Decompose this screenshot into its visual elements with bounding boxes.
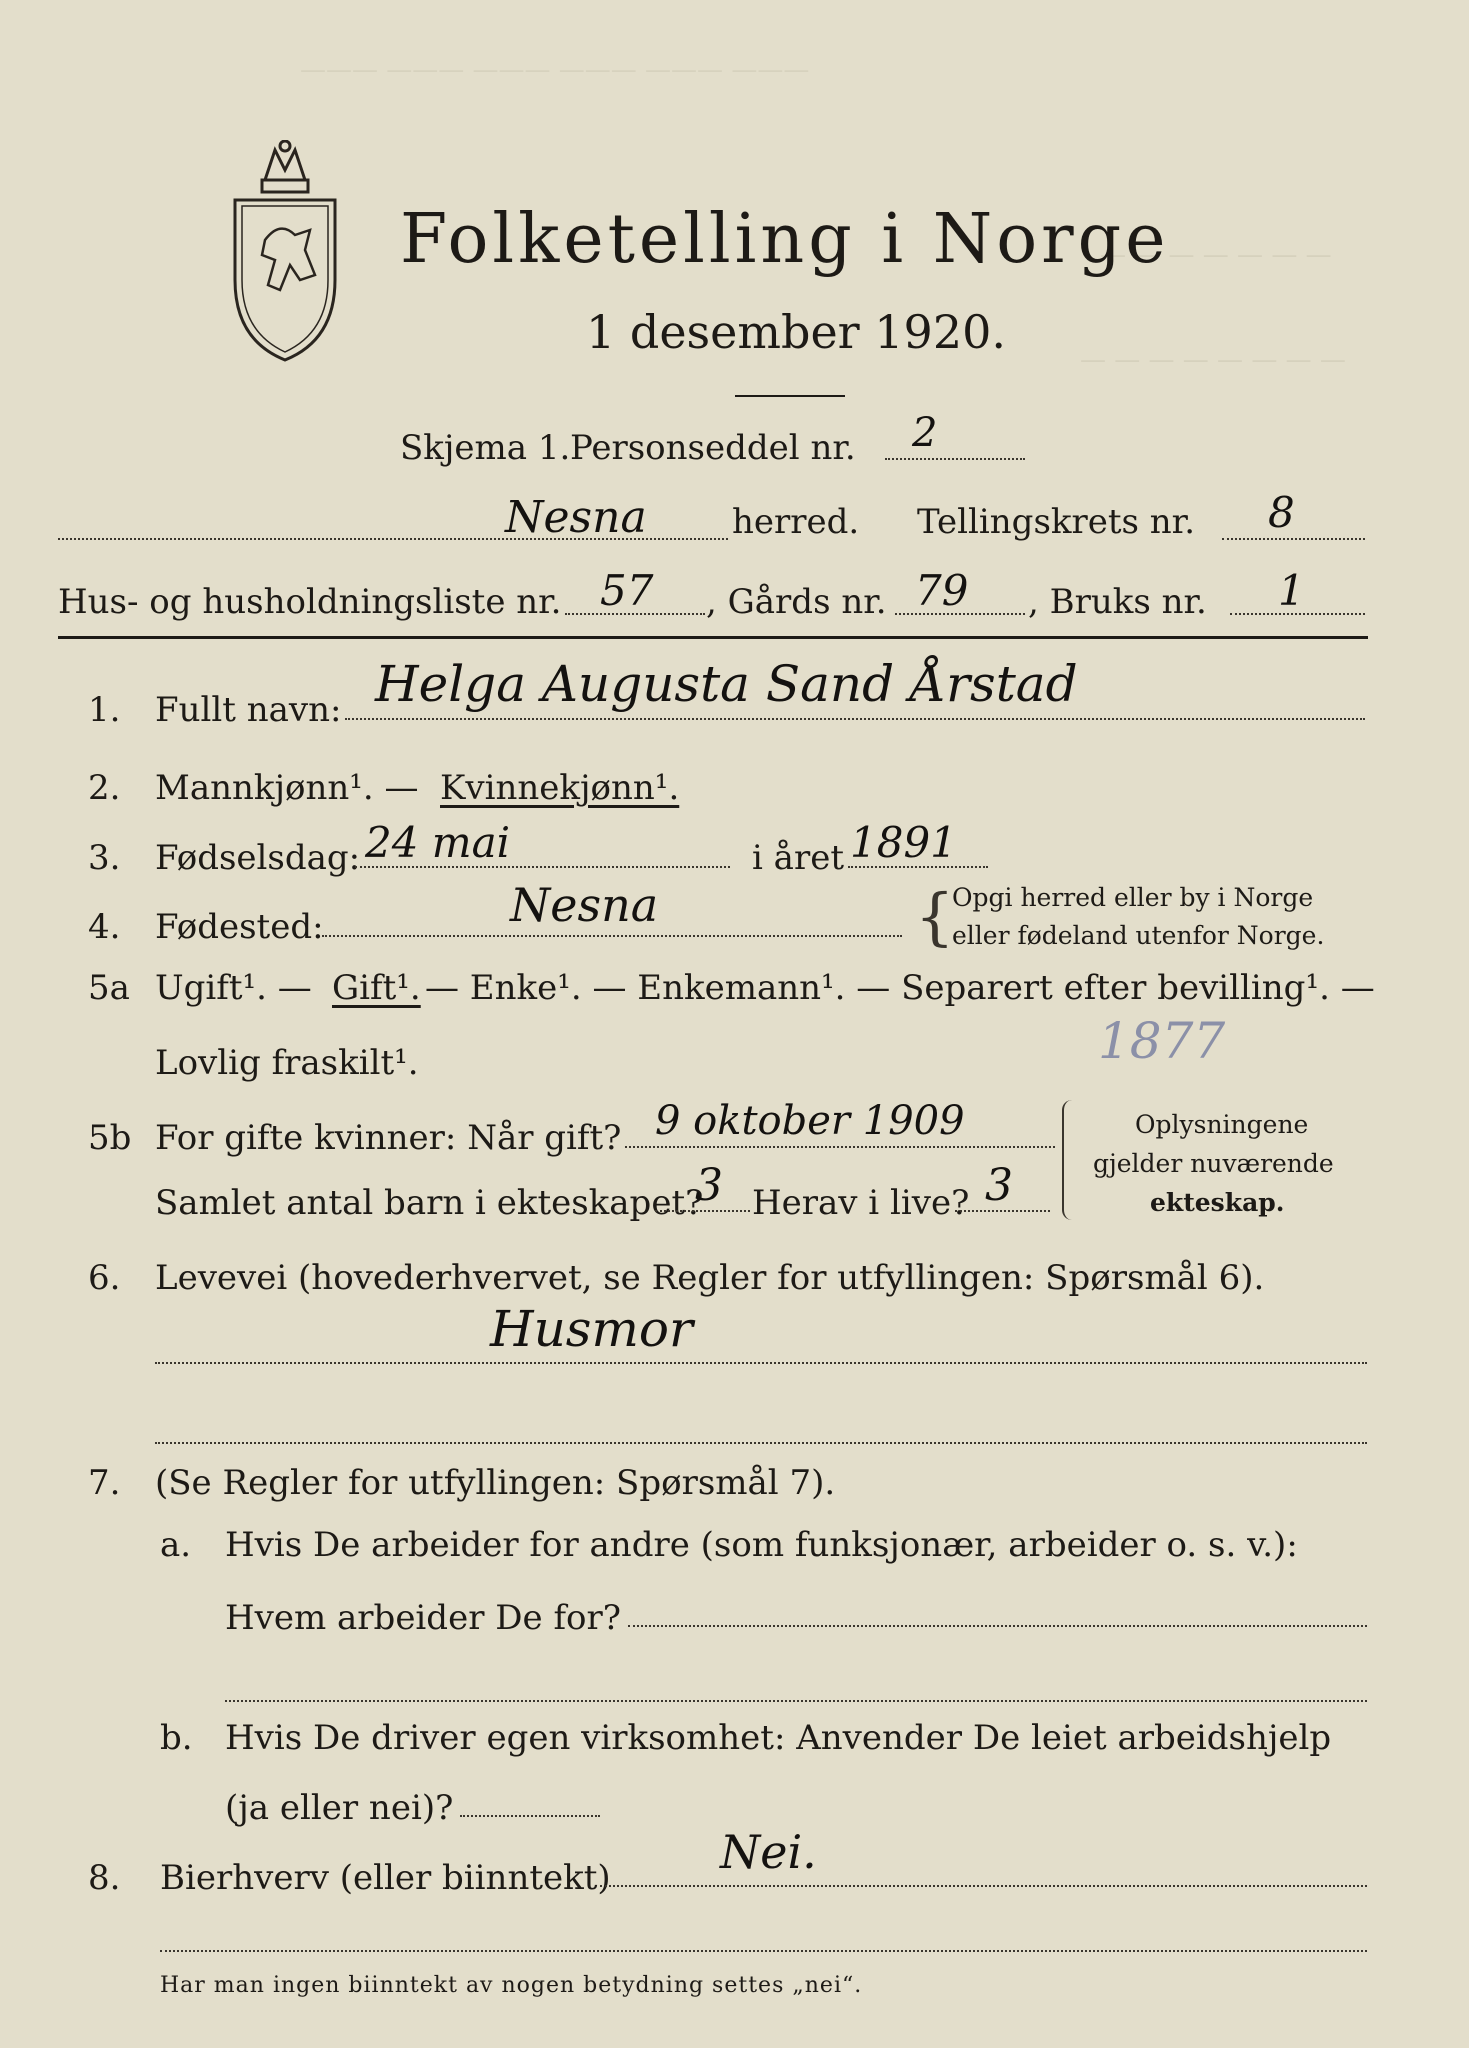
q8-line2 xyxy=(160,1950,1367,1952)
q3-label: Fødselsdag: xyxy=(155,838,361,878)
q5b-children-label: Samlet antal barn i ekteskapet? xyxy=(155,1183,704,1223)
q3-number: 3. xyxy=(88,838,121,878)
q6-label: Levevei (hovederhvervet, se Regler for utfyllingen: Spørsmål 6). xyxy=(155,1258,1265,1298)
q4-value: Nesna xyxy=(510,878,659,932)
q2-female-option: Kvinnekjønn¹. xyxy=(440,768,680,808)
tellingskrets-line xyxy=(1222,538,1365,540)
q5b-note-line1: Oplysningene xyxy=(1135,1110,1309,1139)
q2-number: 2. xyxy=(88,768,121,808)
q8-label: Bierhverv (eller biinntekt) xyxy=(160,1858,611,1898)
personseddel-value: 2 xyxy=(912,410,938,456)
q1-number: 1. xyxy=(88,690,121,730)
q5b-married-line xyxy=(625,1146,1055,1148)
q5b-note-line3: ekteskap. xyxy=(1150,1188,1285,1217)
q7b-question: (ja eller nei)? xyxy=(225,1788,454,1828)
q7a-line1 xyxy=(628,1625,1367,1627)
q5b-label: For gifte kvinner: Når gift? xyxy=(155,1118,622,1158)
q5a-pencil-note: 1877 xyxy=(1098,1012,1226,1070)
q4-brace: { xyxy=(915,880,955,953)
bruks-value: 1 xyxy=(1278,566,1305,615)
herred-label: herred. xyxy=(732,502,860,542)
q4-note-line2: eller fødeland utenfor Norge. xyxy=(952,921,1325,950)
q8-line xyxy=(600,1885,1367,1887)
q1-label: Fullt navn: xyxy=(155,690,342,730)
q4-line xyxy=(322,935,902,937)
q5a-number: 5a xyxy=(88,968,130,1008)
q7a-question: Hvem arbeider De for? xyxy=(225,1598,621,1638)
q7-label: (Se Regler for utfyllingen: Spørsmål 7). xyxy=(155,1463,836,1503)
footer-note: Har man ingen biinntekt av nogen betydning settes „nei“. xyxy=(160,1973,863,1998)
q3-year-value: 1891 xyxy=(850,818,957,867)
q7b-letter: b. xyxy=(160,1718,193,1758)
bleed-through-text: — — — — — — — xyxy=(1100,240,1332,270)
q7b-text: Hvis De driver egen virksomhet: Anvender De leiet arbeidshjelp xyxy=(225,1718,1332,1758)
bleed-through-text: — — — — — — — — xyxy=(1080,345,1346,375)
q7a-line2 xyxy=(225,1700,1367,1702)
q6-line1 xyxy=(155,1362,1367,1364)
q4-number: 4. xyxy=(88,907,121,947)
q5a-ugift: Ugift¹. — xyxy=(155,968,312,1008)
bruks-label: , Bruks nr. xyxy=(1028,582,1207,622)
q2-male-option: Mannkjønn¹. — xyxy=(155,768,419,808)
q5a-gift: Gift¹. xyxy=(332,968,421,1008)
q7-number: 7. xyxy=(88,1463,121,1503)
q5a-fraskilt: Lovlig fraskilt¹. xyxy=(155,1043,419,1083)
q7b-line xyxy=(460,1815,600,1817)
q3-year-label: i året xyxy=(752,838,844,878)
q3-day-value: 24 mai xyxy=(365,818,511,867)
q4-note-line1: Opgi herred eller by i Norge xyxy=(952,883,1314,912)
q5b-married-value: 9 oktober 1909 xyxy=(655,1098,965,1144)
q8-number: 8. xyxy=(88,1858,121,1898)
q1-value: Helga Augusta Sand Årstad xyxy=(375,655,1078,713)
herred-value: Nesna xyxy=(505,492,647,543)
q5b-children-value: 3 xyxy=(695,1160,723,1211)
bleed-through-text: ——— ——— ——— ——— ——— ——— xyxy=(300,55,810,85)
coat-of-arms-icon xyxy=(220,140,350,369)
q5b-alive-label: Herav i live? xyxy=(752,1183,970,1223)
q5b-bracket xyxy=(1062,1100,1076,1220)
personseddel-line xyxy=(885,458,1025,460)
q7a-letter: a. xyxy=(160,1525,192,1565)
q8-value: Nei. xyxy=(720,1825,817,1879)
census-date: 1 desember 1920. xyxy=(586,305,1006,359)
divider xyxy=(735,395,845,397)
skjema-label: Skjema 1. xyxy=(400,428,571,468)
tellingskrets-value: 8 xyxy=(1268,488,1295,537)
q4-label: Fødested: xyxy=(155,907,324,947)
q6-number: 6. xyxy=(88,1258,121,1298)
tellingskrets-label: Tellingskrets nr. xyxy=(917,502,1196,542)
husliste-label: Hus- og husholdningsliste nr. xyxy=(58,582,562,622)
q1-line xyxy=(345,718,1365,720)
form-title: Folketelling i Norge xyxy=(400,200,1170,279)
personseddel-label: Personseddel nr. xyxy=(570,428,856,468)
q6-value: Husmor xyxy=(490,1300,693,1358)
q5b-alive-value: 3 xyxy=(985,1160,1013,1211)
header-divider xyxy=(58,636,1368,639)
q5b-note-line2: gjelder nuværende xyxy=(1093,1149,1334,1178)
q7a-text: Hvis De arbeider for andre (som funksjonær, arbeider o. s. v.): xyxy=(225,1525,1298,1565)
gards-label: , Gårds nr. xyxy=(706,582,887,622)
q6-line2 xyxy=(155,1442,1367,1444)
q5a-other-options: — Enke¹. — Enkemann¹. — Separert efter bevilling¹. — xyxy=(425,968,1375,1008)
q5b-number: 5b xyxy=(88,1118,132,1158)
husliste-value: 57 xyxy=(600,566,654,615)
gards-value: 79 xyxy=(915,566,969,615)
